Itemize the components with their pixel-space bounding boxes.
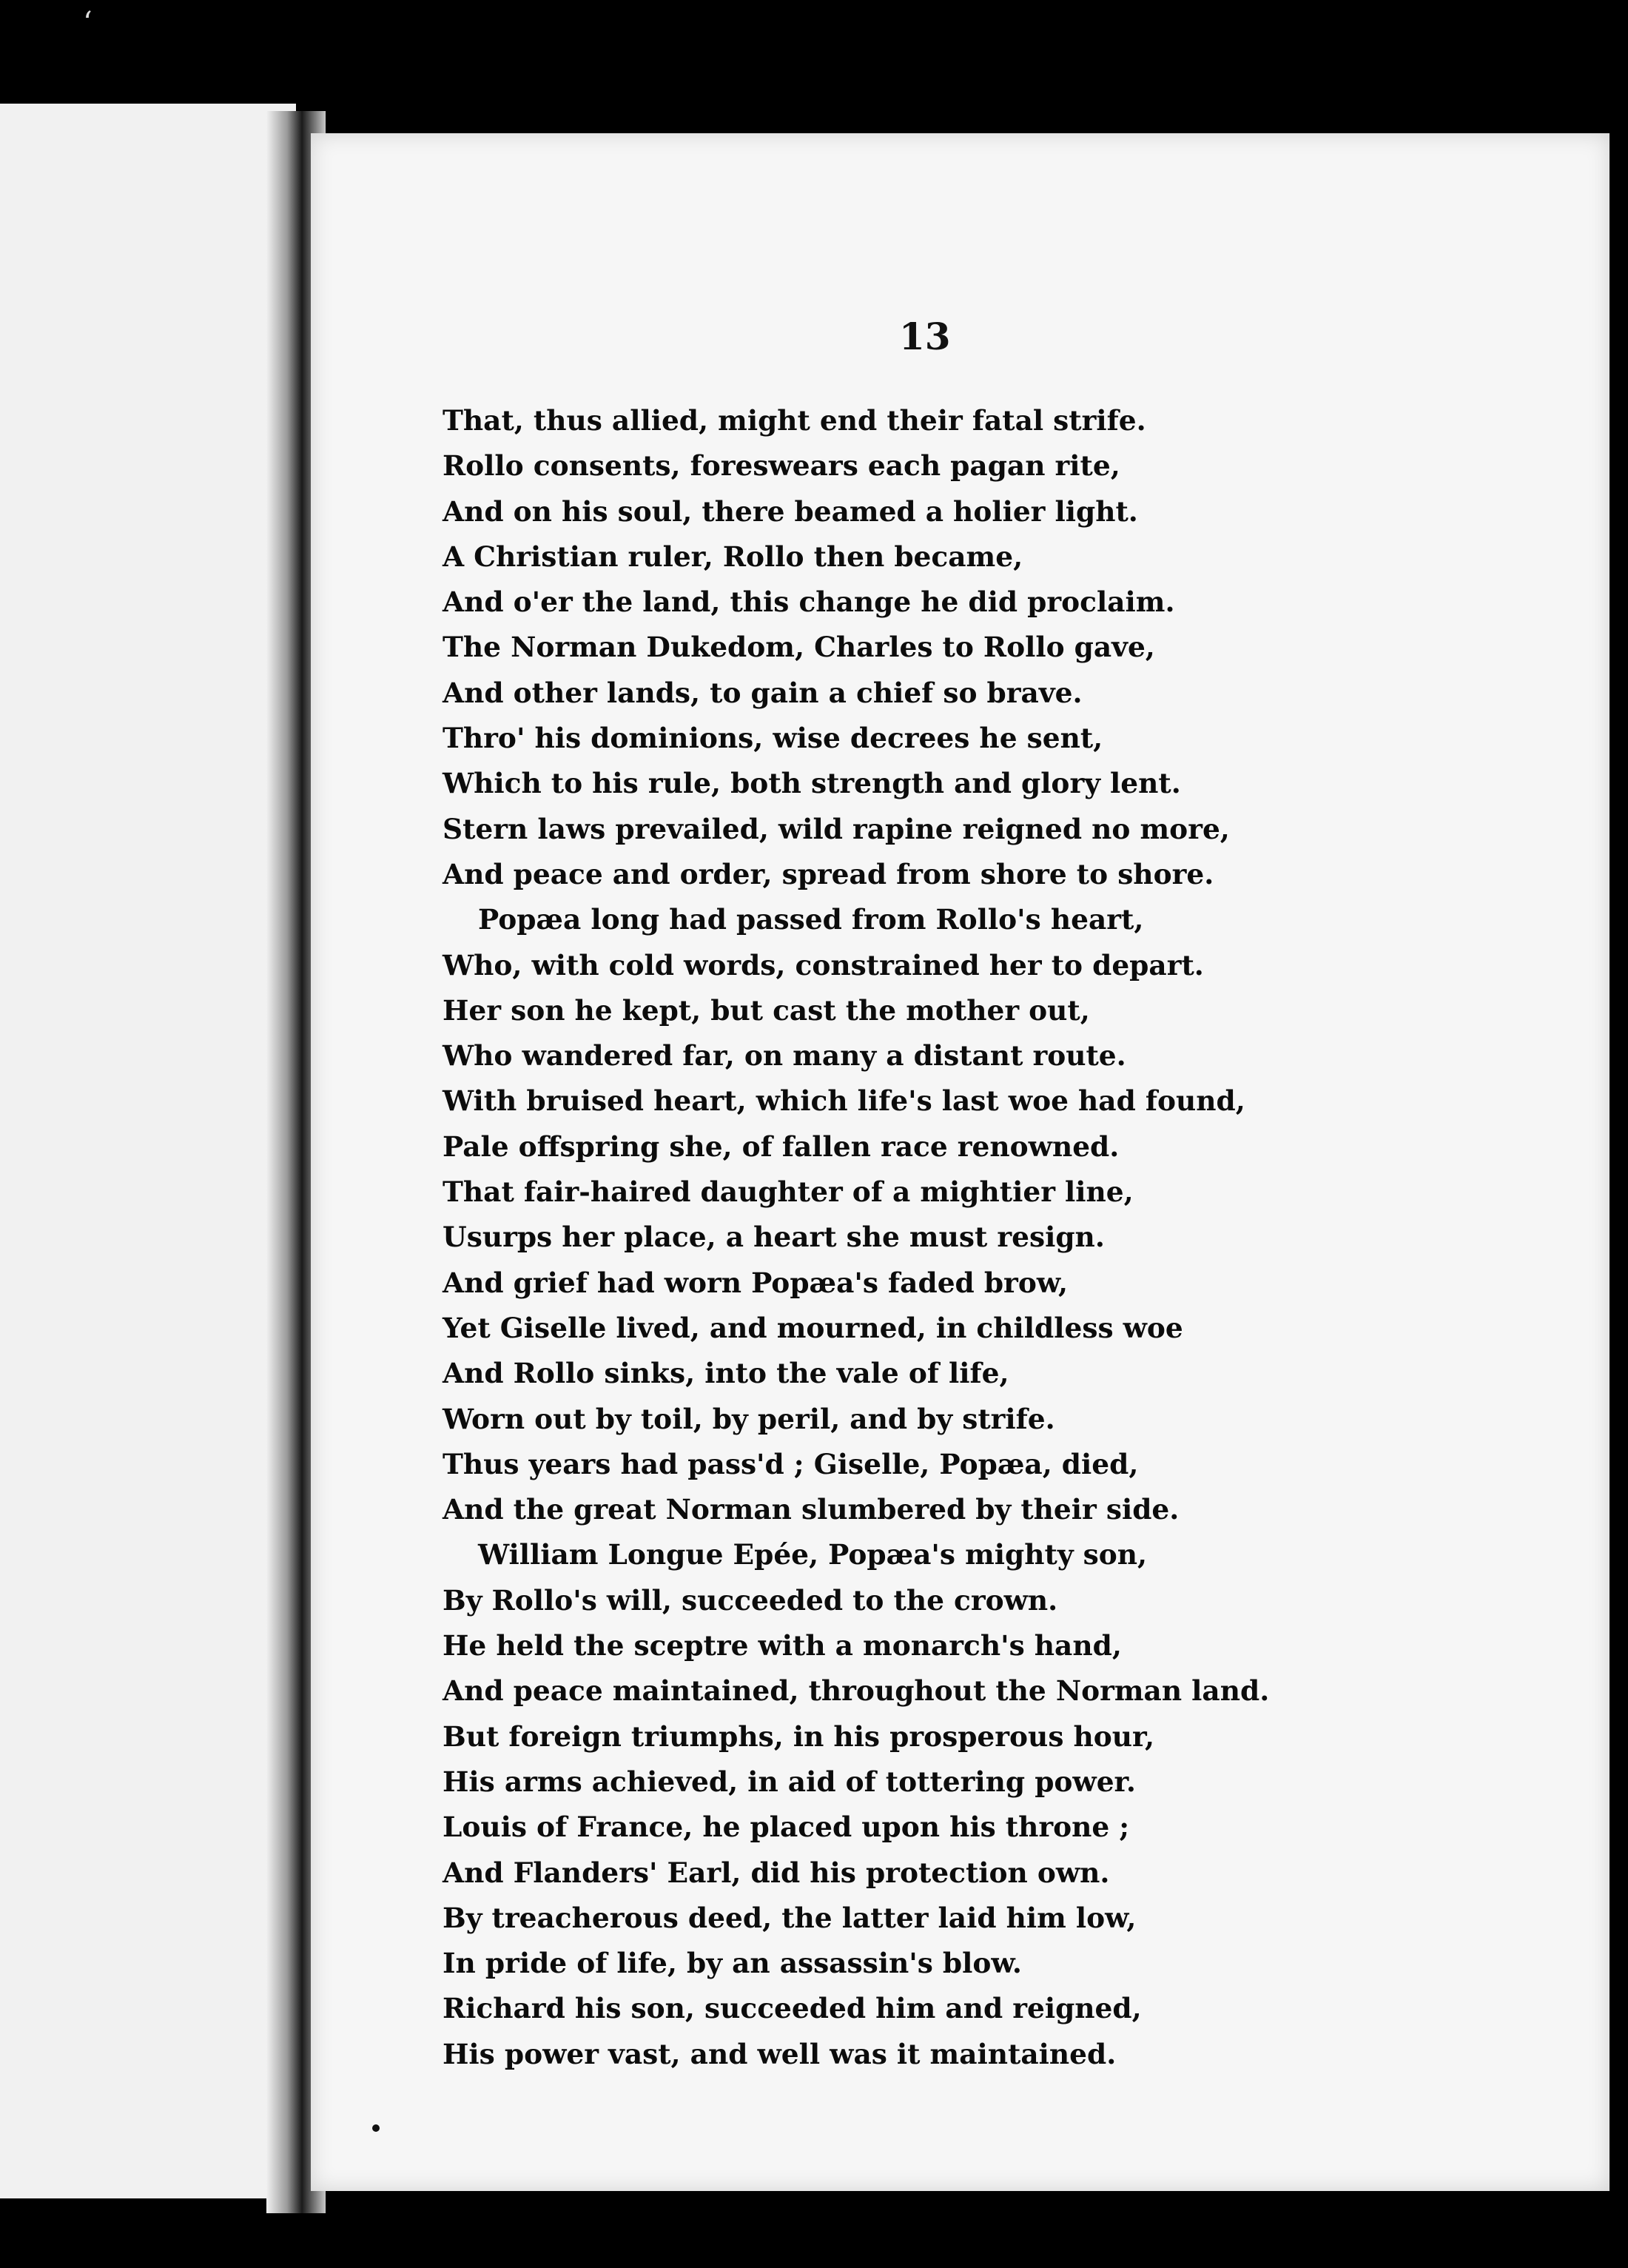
poem-line: And o'er the land, this change he did proclaim. <box>443 586 1175 619</box>
page-number: 13 <box>899 315 951 358</box>
poem-line: Louis of France, he placed upon his throne ; <box>443 1811 1130 1844</box>
poem-line: By treacherous deed, the latter laid him low, <box>443 1901 1137 1934</box>
poem-line: Stern laws prevailed, wild rapine reigned no more, <box>443 812 1230 845</box>
scan-speck <box>372 2124 380 2132</box>
poem-line: Yet Giselle lived, and mourned, in childless woe <box>443 1311 1183 1344</box>
poem-line: That fair-haired daughter of a mightier line, <box>443 1175 1134 1209</box>
poem-line: Rollo consents, foreswears each pagan rite, <box>443 449 1120 483</box>
poem-line: Richard his son, succeeded him and reigned, <box>443 1992 1142 2025</box>
poem-line: And on his soul, there beamed a holier light. <box>443 494 1138 528</box>
poem-line: William Longue Epée, Popæa's mighty son, <box>478 1538 1148 1571</box>
poem-line: By Rollo's will, succeeded to the crown. <box>443 1583 1058 1617</box>
poem-line: Popæa long had passed from Rollo's heart, <box>478 903 1144 936</box>
poem-line: Thus years had pass'd ; Giselle, Popæa, died, <box>443 1447 1139 1480</box>
poem-line: Which to his rule, both strength and glory lent. <box>443 767 1181 800</box>
poem-line: His arms achieved, in aid of tottering power. <box>443 1765 1136 1798</box>
poem-line: Usurps her place, a heart she must resign. <box>443 1221 1105 1254</box>
poem-line: The Norman Dukedom, Charles to Rollo gave, <box>443 631 1155 664</box>
poem-line: A Christian ruler, Rollo then became, <box>443 540 1023 573</box>
poem-line: And the great Norman slumbered by their side. <box>443 1493 1180 1526</box>
poem-text <box>443 398 1390 2077</box>
poem-line: Who, with cold words, constrained her to depart. <box>443 948 1204 982</box>
poem-line: Pale offspring she, of fallen race renowned. <box>443 1130 1120 1163</box>
poem-line: But foreign triumphs, in his prosperous hour, <box>443 1720 1155 1753</box>
adjacent-page-edge <box>0 104 296 2198</box>
poem-line: And peace and order, spread from shore to shore. <box>443 857 1214 890</box>
poem-line: With bruised heart, which life's last woe had found, <box>443 1084 1245 1118</box>
poem-line: That, thus allied, might end their fatal strife. <box>443 404 1146 437</box>
poem-line: Thro' his dominions, wise decrees he sent, <box>443 722 1103 755</box>
poem-line: And other lands, to gain a chief so brave. <box>443 676 1083 709</box>
poem-line: And Rollo sinks, into the vale of life, <box>443 1357 1009 1390</box>
scan-artifact-mark: ‘ <box>83 6 92 40</box>
poem-line: And grief had worn Popæa's faded brow, <box>443 1266 1069 1299</box>
poem-line: He held the sceptre with a monarch's hand, <box>443 1629 1122 1663</box>
poem-line: His power vast, and well was it maintained. <box>443 2037 1117 2070</box>
poem-line: And peace maintained, throughout the Norman land. <box>443 1674 1270 1708</box>
poem-line: Worn out by toil, by peril, and by strife. <box>443 1402 1055 1435</box>
poem-line: Her son he kept, but cast the mother out, <box>443 993 1090 1027</box>
poem-line: In pride of life, by an assassin's blow. <box>443 1947 1022 1980</box>
poem-line: Who wandered far, on many a distant route. <box>443 1039 1126 1073</box>
poem-line: And Flanders' Earl, did his protection own. <box>443 1856 1110 1889</box>
